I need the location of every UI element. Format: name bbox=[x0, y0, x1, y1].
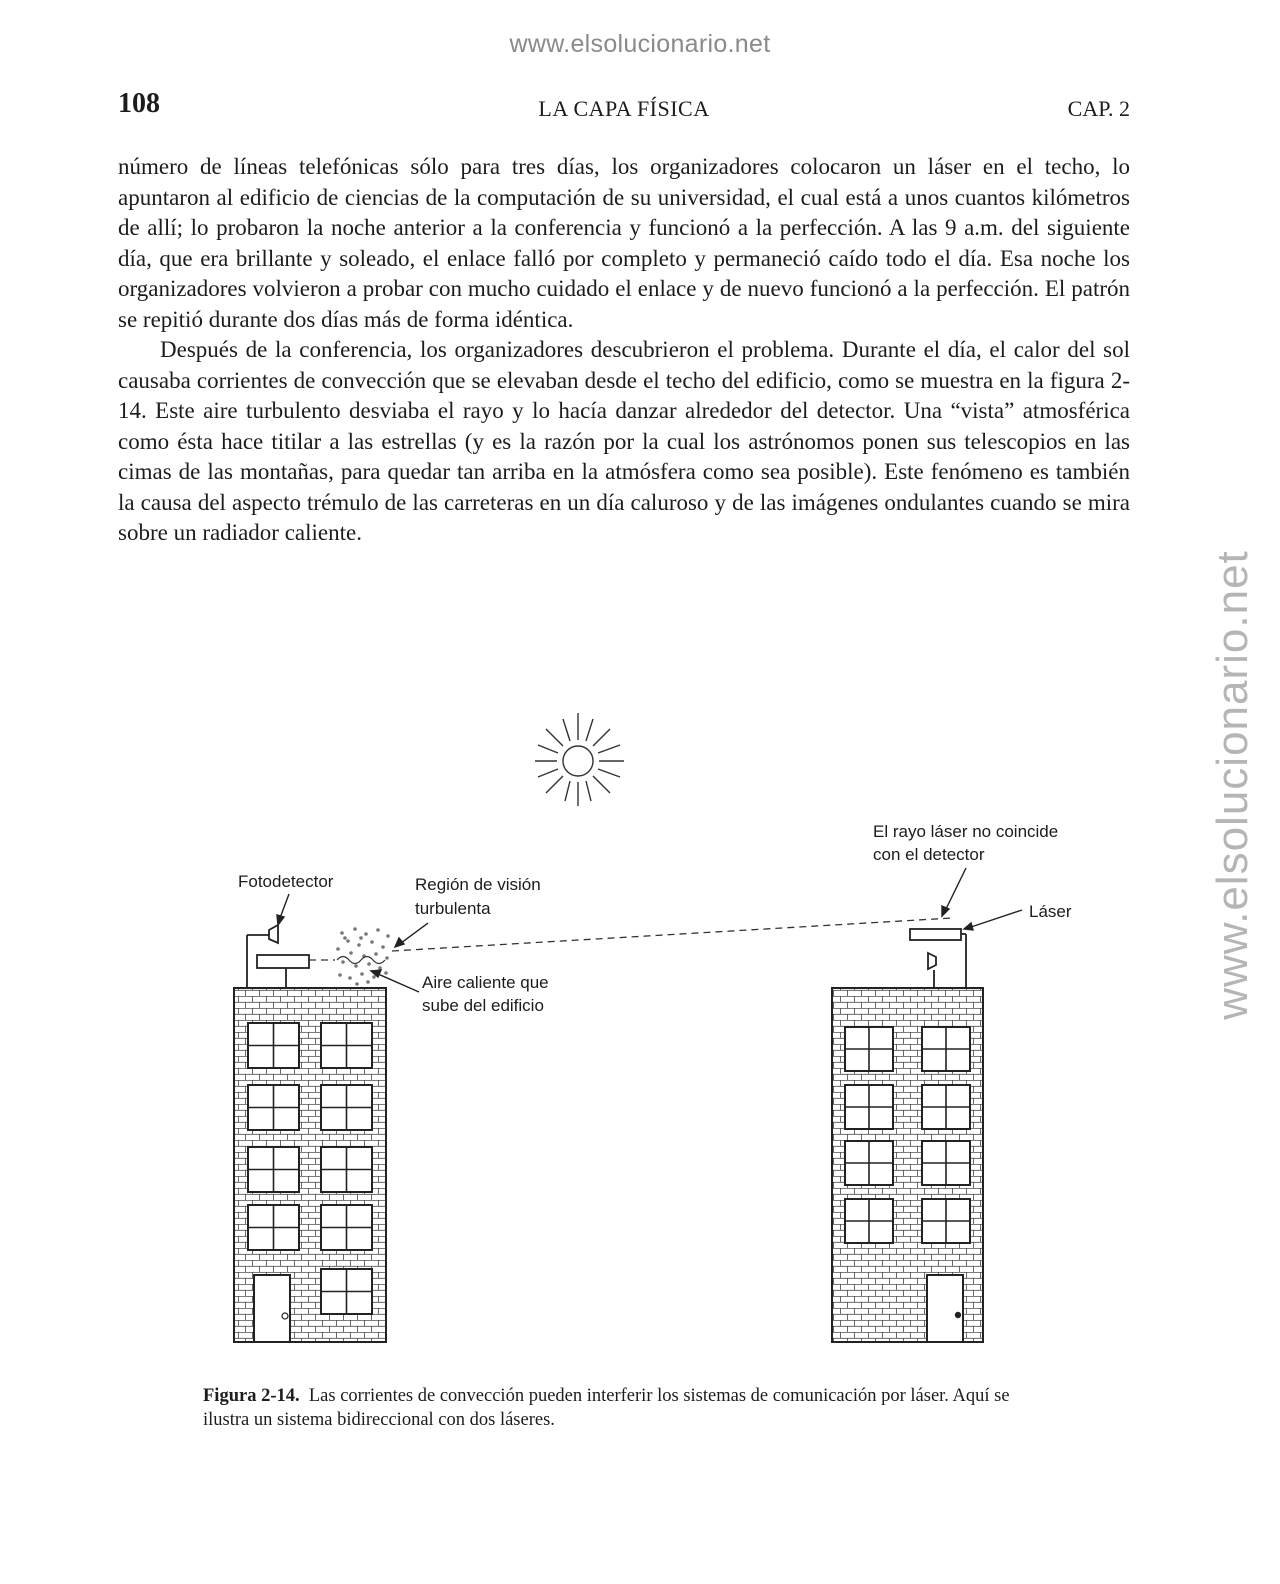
paragraph-2: Después de la conferencia, los organizadores descubrieron el problema. Durante el día, el calor del sol causaba corrientes de convección que se elevaban desde el techo del edificio, como se muestra en la figura 2-14. Este aire turbulento desviaba el rayo y lo hacía danzar alrededor del detector. Una “vista” atmosférica como ésta hace titilar a las estrellas (y es la razón por la cual los astrónomos ponen sus telescopios en las cimas de las montañas, para quedar tan arriba en la atmósfera como sea posible). Este fenómeno es también la causa del aspecto trémulo de las carreteras en un día caluroso y de las imágenes ondulantes cuando se mira sobre un radiador caliente. bbox=[118, 337, 1130, 545]
right-building bbox=[832, 988, 983, 1342]
sun-icon bbox=[535, 713, 624, 806]
label-beam-miss-line-1: El rayo láser no coincide bbox=[873, 822, 1059, 841]
left-building bbox=[234, 988, 386, 1342]
left-rooftop-equipment bbox=[247, 925, 309, 988]
figure-illustration bbox=[0, 700, 1280, 1360]
label-turbulent-line-2: turbulenta bbox=[415, 899, 491, 918]
label-laser: Láser bbox=[1029, 902, 1072, 921]
label-hot-air-line-1: Aire caliente que bbox=[422, 973, 549, 992]
watermark-side: www.elsolucionario.net bbox=[1208, 550, 1257, 1020]
label-photodetector: Fotodetector bbox=[238, 872, 334, 891]
label-beam-miss-line-2: con el detector bbox=[873, 845, 985, 864]
figure-2-14 bbox=[0, 700, 1280, 1365]
body-text bbox=[118, 152, 1130, 549]
chapter-ref: CAP. 2 bbox=[1067, 96, 1130, 121]
caption-label: Figura 2-14. bbox=[203, 1386, 300, 1406]
figure-caption bbox=[203, 1384, 1033, 1432]
running-head bbox=[118, 88, 1130, 124]
paragraph-1: número de líneas telefónicas sólo para tres días, los organizadores colocaron un láser en el techo, lo apuntaron al edificio de ciencias de la computación de su universidad, el cual está a unos cuantos kilómetros de allí; lo probaron la noche anterior a la conferencia y funcionó a la perfección. A las 9 a.m. del siguiente día, que era brillante y soleado, el enlace falló por completo y permaneció caído todo el día. Esa noche los organizadores volvieron a probar con mucho cuidado el enlace y de nuevo funcionó a la perfección. El patrón se repitió durante dos días más de forma idéntica. bbox=[118, 154, 1130, 332]
watermark-top: www.elsolucionario.net bbox=[509, 30, 771, 58]
label-hot-air-line-2: sube del edificio bbox=[422, 996, 544, 1015]
right-rooftop-equipment bbox=[910, 929, 966, 988]
label-turbulent-line-1: Región de visión bbox=[415, 875, 541, 894]
page-number: 108 bbox=[118, 88, 160, 119]
caption-text: Las corrientes de convección pueden interferir los sistemas de comunicación por láser. Aquí se ilustra un sistema bidireccional con dos láseres. bbox=[203, 1386, 1010, 1430]
section-title: LA CAPA FÍSICA bbox=[538, 96, 710, 121]
